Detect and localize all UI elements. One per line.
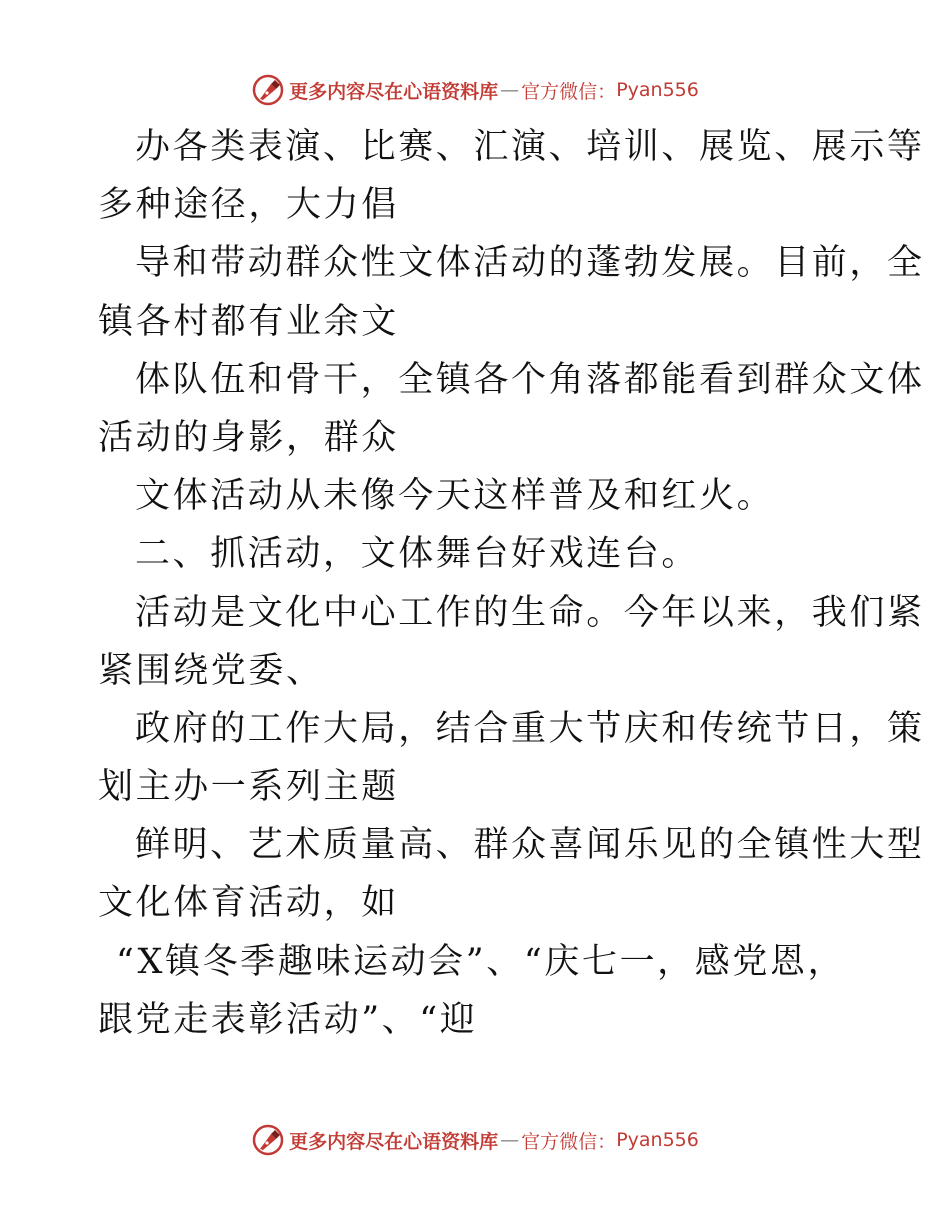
text-line: 文体活动从未像今天这样普及和红火。 (135, 476, 775, 517)
footer-watermark-banner (0, 1120, 950, 1160)
text-line: 政府的工作大局，结合重大节庆和传统节日，策 (135, 708, 925, 749)
text-line: 镇各村都有业余文 (98, 301, 399, 342)
document-body (0, 118, 950, 1049)
section-heading: 二、抓活动，文体舞台好戏连台。 (135, 534, 700, 575)
text-line: 体队伍和骨干，全镇各个角落都能看到群众文体 (135, 359, 925, 400)
text-line: 划主办一系列主题 (98, 767, 399, 808)
text-line: 鲜明、艺术质量高、群众喜闻乐见的全镇性大型 (135, 825, 925, 866)
text-line: 紧围绕党委、 (98, 650, 324, 691)
banner-wechat-id: Pyan556 (616, 1129, 699, 1151)
text-line: 活动的身影，群众 (98, 417, 399, 458)
text-line: 跟党走表彰活动”、“迎 (98, 999, 478, 1040)
banner-wechat-label: 官方微信： (521, 80, 617, 103)
pen-nib-logo-icon (251, 73, 285, 107)
text-line: 文化体育活动，如 (98, 883, 399, 924)
banner-separator: — (500, 79, 520, 101)
banner-site-text: 更多内容尽在心语资料库 (289, 1130, 499, 1153)
text-line: 活动是文化中心工作的生命。今年以来，我们紧 (135, 592, 925, 633)
header-watermark-banner (0, 70, 950, 110)
text-line: 办各类表演、比赛、汇演、培训、展览、展示等 (135, 127, 925, 167)
text-line: “X镇冬季趣味运动会”、“庆七一，感党恩， (116, 941, 846, 982)
banner-site-text: 更多内容尽在心语资料库 (289, 80, 499, 103)
pen-nib-logo-icon (251, 1123, 285, 1157)
banner-separator: — (500, 1129, 520, 1151)
text-line: 导和带动群众性文体活动的蓬勃发展。目前，全 (135, 243, 925, 284)
text-line: 多种途径，大力倡 (98, 185, 399, 226)
banner-wechat-id: Pyan556 (616, 79, 699, 101)
banner-wechat-label: 官方微信： (521, 1130, 617, 1153)
